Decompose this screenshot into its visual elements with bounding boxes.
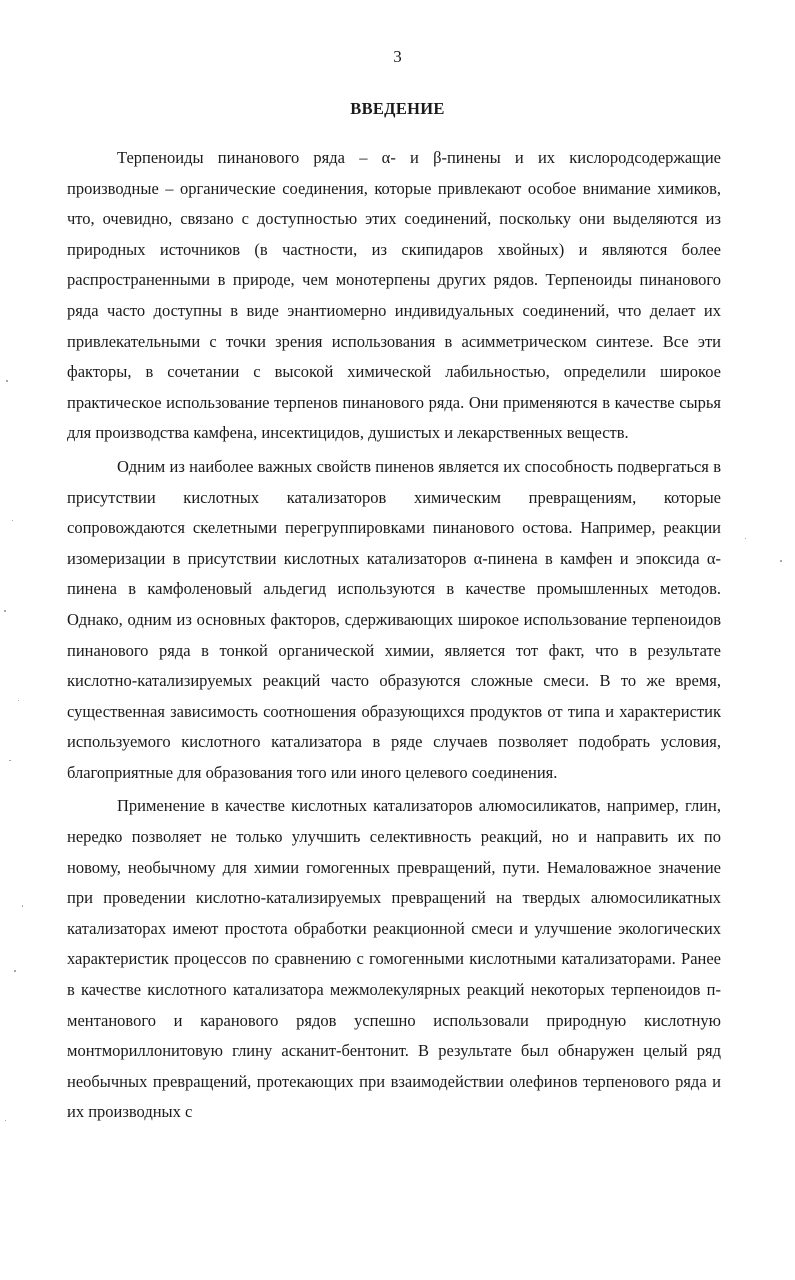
page-number: 3 [393,47,402,66]
scan-speck [780,560,782,562]
paragraph: Применение в качестве кислотных катализаторов алюмосиликатов, например, глин, нередко позволяет не только улучшить селективность реакций, но и направить их по новому, необычному для химии гомогенных превращений, пути. Немаловажное значение при проведении кислотно-катализируемых превращений на твердых алюмосиликатных катализаторах имеют простота обработки реакционной смеси и улучшение экологических характеристик процессов по сравнению с гомогенными кислотными катализаторами. Ранее в качестве кислотного катализатора межмолекулярных реакций некоторых терпеноидов п-ментанового и каранового рядов успешно использовали природную кислотную монтмориллонитовую глину асканит-бентонит. В результате был обнаружен целый ряд необычных превращений, протекающих при взаимодействии олефинов терпенового ряда и их производных с [67,796,721,1122]
scan-speck [22,905,23,907]
section-heading: ВВЕДЕНИЕ [350,99,445,118]
scan-speck [9,760,11,761]
scan-speck [12,520,13,521]
scan-speck [14,970,16,972]
scan-speck [4,610,6,612]
scan-speck [745,538,746,539]
scan-speck [5,1120,6,1121]
scan-speck [6,380,8,382]
paragraph: Терпеноиды пинанового ряда – α- и β-пинены и их кислородсодержащие производные – органические соединения, которые привлекают особое внимание химиков, что, очевидно, связано с доступностью этих соединений, поскольку они выделяются из природных источников (в частности, из скипидаров хвойных) и являются более распространенными в природе, чем монотерпены других рядов. Терпеноиды пинанового ряда часто доступны в виде энантиомерно индивидуальных соединений, что делает их привлекательными с точки зрения использования в асимметрическом синтезе. Все эти факторы, в сочетании с высокой химической лабильностью, определили широкое практическое использование терпенов пинанового ряда. Они применяются в качестве сырья для производства камфена, инсектицидов, душистых и лекарственных веществ. [67,148,721,443]
scan-speck [18,700,19,701]
body-text [67,143,721,1128]
paragraph: Одним из наиболее важных свойств пиненов является их способность подвергаться в присутствии кислотных катализаторов химическим превращениям, которые сопровождаются скелетными перегруппировками пинанового остова. Например, реакции изомеризации в присутствии кислотных катализаторов α-пинена в камфен и эпоксида α-пинена в камфоленовый альдегид используются в качестве промышленных методов. Однако, одним из основных факторов, сдерживающих широкое использование терпеноидов пинанового ряда в тонкой органической химии, является тот факт, что в результате кислотно-катализируемых реакций часто образуются сложные смеси. В то же время, существенная зависимость соотношения образующихся продуктов от типа и характеристик используемого кислотного катализатора в ряде случаев позволяет подобрать условия, благоприятные для образования того или иного целевого соединения. [67,456,721,782]
